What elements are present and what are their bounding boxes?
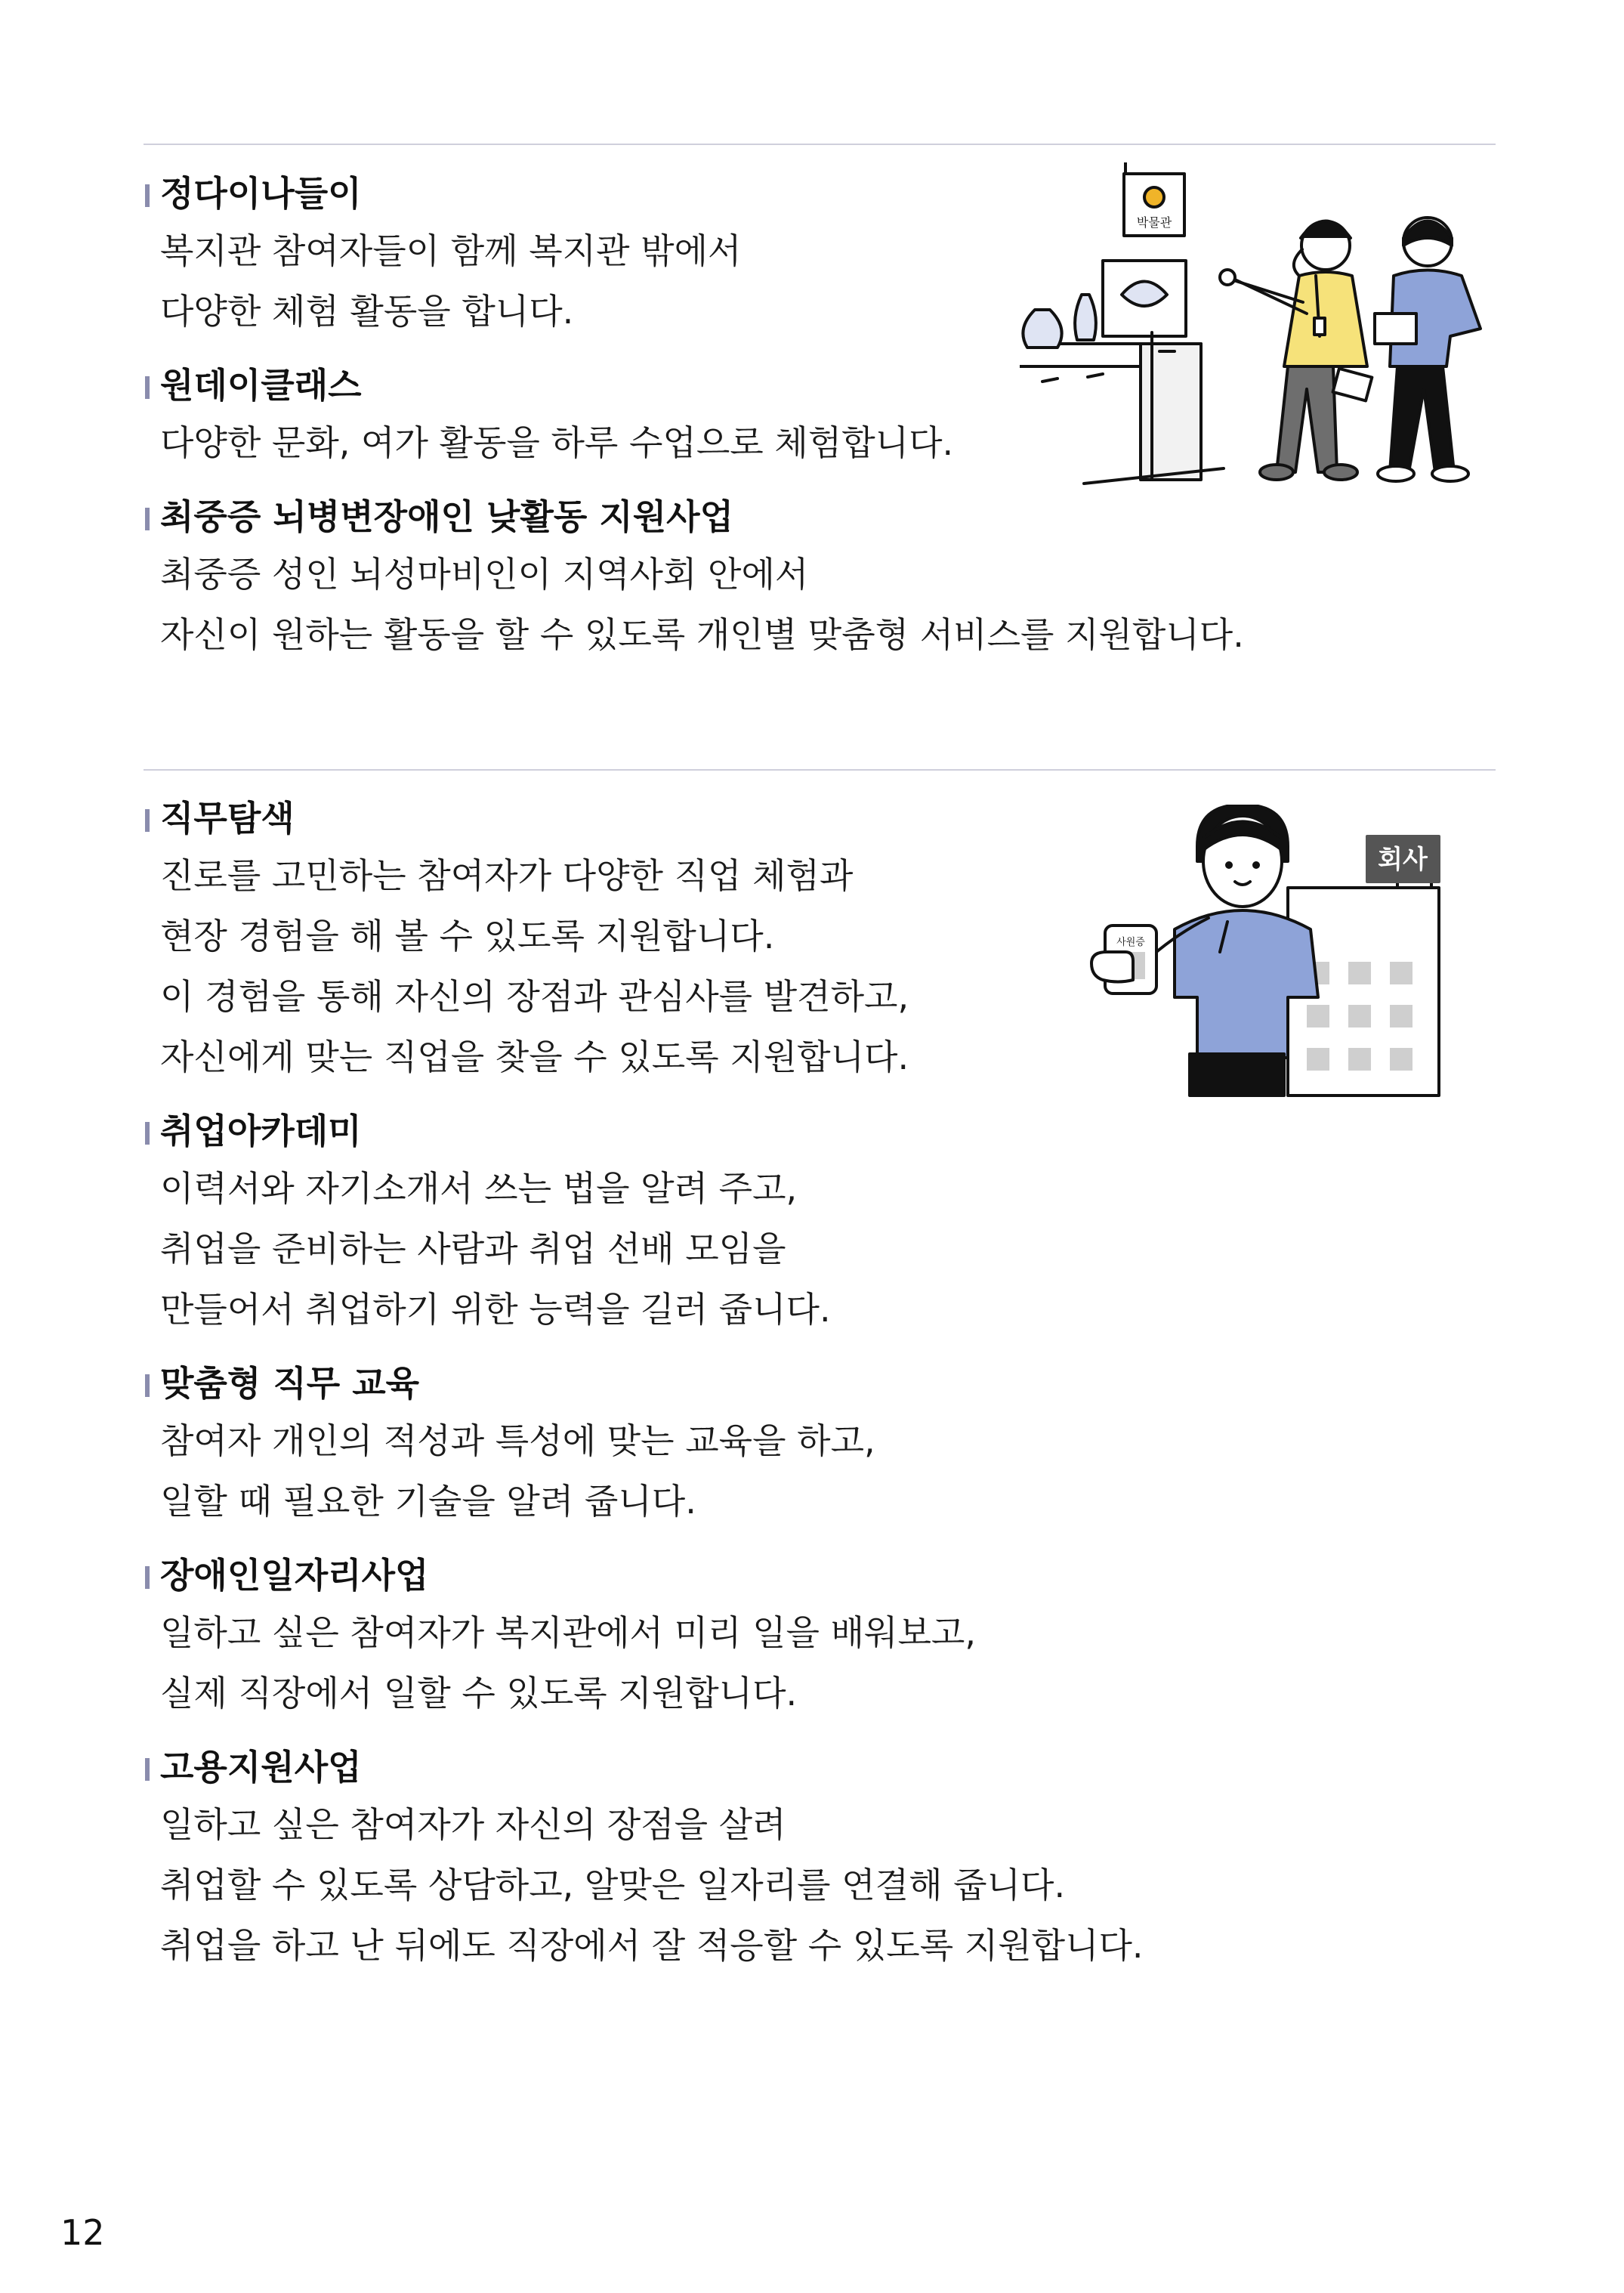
building-sign-label: 회사 — [1378, 845, 1428, 875]
program-heading: 원데이클래스 — [144, 358, 1050, 413]
program-description: 현장 경험을 해 볼 수 있도록 지원합니다. — [160, 916, 775, 956]
program-description: 복지관 참여자들이 함께 복지관 밖에서 — [160, 230, 742, 271]
program-description: 참여자 개인의 적성과 특성에 맞는 교육을 하고, — [160, 1420, 875, 1461]
program-item — [144, 490, 1244, 665]
program-description: 실제 직장에서 일할 수 있도록 지원합니다. — [160, 1673, 798, 1714]
section-divider-middle — [144, 769, 1496, 771]
program-item — [144, 1104, 1050, 1340]
program-description: 이력서와 자기소개서 쓰는 법을 알려 주고, — [160, 1168, 798, 1209]
employee-badge-label: 사원증 — [1116, 937, 1145, 948]
program-description: 취업을 하고 난 뒤에도 직장에서 잘 적응할 수 있도록 지원합니다. — [160, 1925, 1144, 1966]
program-item — [144, 791, 1050, 1087]
program-item — [144, 358, 1050, 473]
heading-marker — [145, 1122, 150, 1145]
program-item — [144, 166, 1050, 341]
program-description: 자신에게 맞는 직업을 찾을 수 있도록 지원합니다. — [160, 1037, 909, 1077]
section-divider-top — [144, 144, 1496, 145]
program-description: 다양한 체험 활동을 합니다. — [160, 291, 574, 332]
program-heading: 장애인일자리사업 — [144, 1548, 1050, 1602]
program-description: 자신이 원하는 활동을 할 수 있도록 개인별 맞춤형 서비스를 지원합니다. — [160, 614, 1244, 655]
heading-marker — [145, 376, 150, 399]
program-description: 일하고 싶은 참여자가 자신의 장점을 살려 — [160, 1804, 786, 1845]
heading-marker — [145, 1374, 150, 1397]
program-item — [144, 1740, 1144, 1976]
heading-marker — [145, 508, 150, 530]
heading-marker — [145, 184, 150, 207]
page-number: 12 — [60, 2212, 105, 2253]
program-heading: 직무탐색 — [144, 791, 1050, 845]
program-description: 일할 때 필요한 기술을 알려 줍니다. — [160, 1481, 696, 1522]
sign-label: 박물관 — [1136, 215, 1172, 230]
program-description: 진로를 고민하는 참여자가 다양한 직업 체험과 — [160, 855, 854, 896]
program-item — [144, 1356, 1050, 1531]
program-heading: 정다이나들이 — [144, 166, 1050, 221]
museum-visit-illustration — [1020, 162, 1496, 495]
program-description: 이 경험을 통해 자신의 장점과 관심사를 발견하고, — [160, 976, 909, 1017]
program-heading: 취업아카데미 — [144, 1104, 1050, 1158]
heading-marker — [145, 809, 150, 832]
program-heading: 최중증 뇌병변장애인 낮활동 지원사업 — [144, 490, 1050, 544]
program-description: 최중증 성인 뇌성마비인이 지역사회 안에서 — [160, 554, 809, 595]
heading-marker — [145, 1758, 150, 1781]
program-heading: 맞춤형 직무 교육 — [144, 1356, 1050, 1411]
program-heading: 고용지원사업 — [144, 1740, 1050, 1794]
heading-marker — [145, 1566, 150, 1589]
job-exploration-illustration — [1076, 805, 1454, 1107]
program-description: 취업할 수 있도록 상담하고, 알맞은 일자리를 연결해 줍니다. — [160, 1865, 1066, 1905]
program-item — [144, 1548, 1050, 1723]
program-description: 만들어서 취업하기 위한 능력을 길러 줍니다. — [160, 1289, 831, 1330]
program-description: 취업을 준비하는 사람과 취업 선배 모임을 — [160, 1228, 786, 1269]
program-description: 일하고 싶은 참여자가 복지관에서 미리 일을 배워보고, — [160, 1612, 976, 1653]
program-description: 다양한 문화, 여가 활동을 하루 수업으로 체험합니다. — [160, 422, 954, 463]
